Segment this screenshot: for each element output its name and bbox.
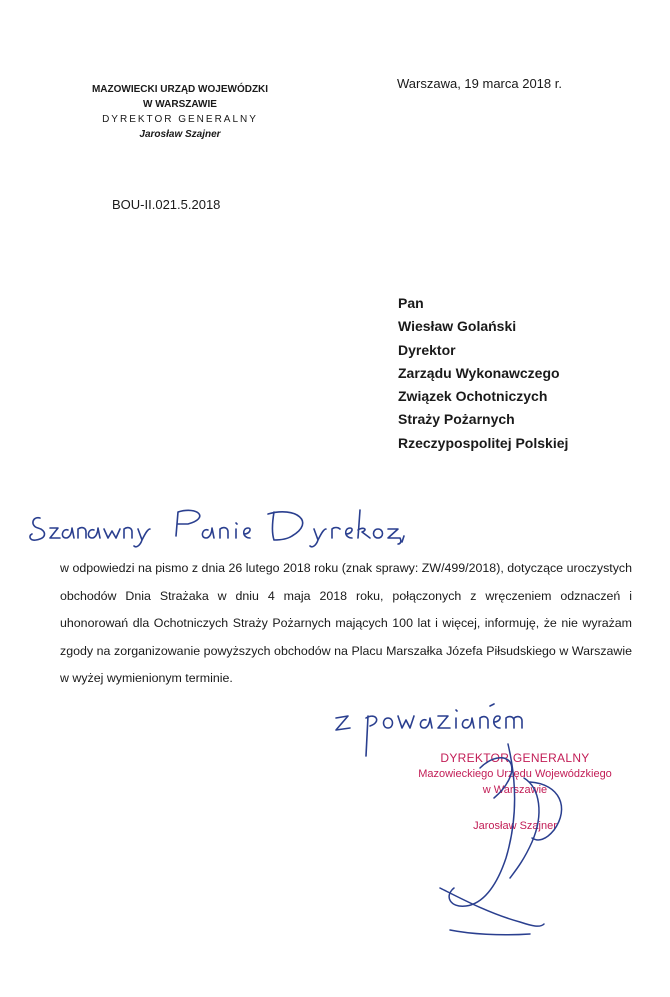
recipient-line: Rzeczypospolitej Polskiej: [398, 434, 569, 451]
handwritten-salutation: [28, 496, 408, 548]
handwritten-closing: [330, 696, 560, 758]
recipient-line: Zarządu Wykonawczego: [398, 364, 560, 381]
stamp-name: Jarosław Szajner: [473, 820, 557, 832]
stamp-title: DYREKTOR GENERALNY: [440, 751, 590, 765]
recipient-line: Pan: [398, 295, 424, 311]
recipient-line: Dyrektor: [398, 341, 456, 358]
recipient-block: [398, 292, 568, 455]
reference-number: BOU-II.021.5.2018: [112, 197, 221, 212]
sender-org-line1: MAZOWIECKI URZĄD WOJEWÓDZKI: [91, 84, 269, 95]
sender-org-line2: W WARSZAWIE: [143, 99, 217, 110]
letter-body: w odpowiedzi na pismo z dnia 26 lutego 2018 roku (znak sprawy: ZW/499/2018), dotyczące uroczystych obchodów Dnia Strażaka w dniu 4 maja 2018 roku, połączonych z wręczeniem odznaczeń i uhonorowań dla Ochotniczych Straży Pożarnych mających 100 lat i więcej, informuję, że nie wyrażam zgody na zorganizowanie powyższych obchodów na Placu Marszałka Józefa Piłsudskiego w Warszawie w wyżej wymienionym terminie.: [60, 561, 632, 686]
sender-block: [60, 82, 300, 142]
sender-person: Jarosław Szajner: [139, 129, 221, 140]
recipient-line: Wiesław Golański: [398, 318, 517, 335]
place-date: Warszawa, 19 marca 2018 r.: [397, 76, 562, 91]
recipient-line: Związek Ochotniczych: [398, 388, 548, 405]
official-stamp: [405, 750, 625, 834]
stamp-line2: Mazowieckiego Urzędu Wojewódzkiego: [418, 768, 612, 780]
sender-role: DYREKTOR GENERALNY: [102, 114, 258, 125]
recipient-line: Straży Pożarnych: [398, 411, 515, 428]
stamp-line3: w Warszawie: [482, 784, 548, 796]
